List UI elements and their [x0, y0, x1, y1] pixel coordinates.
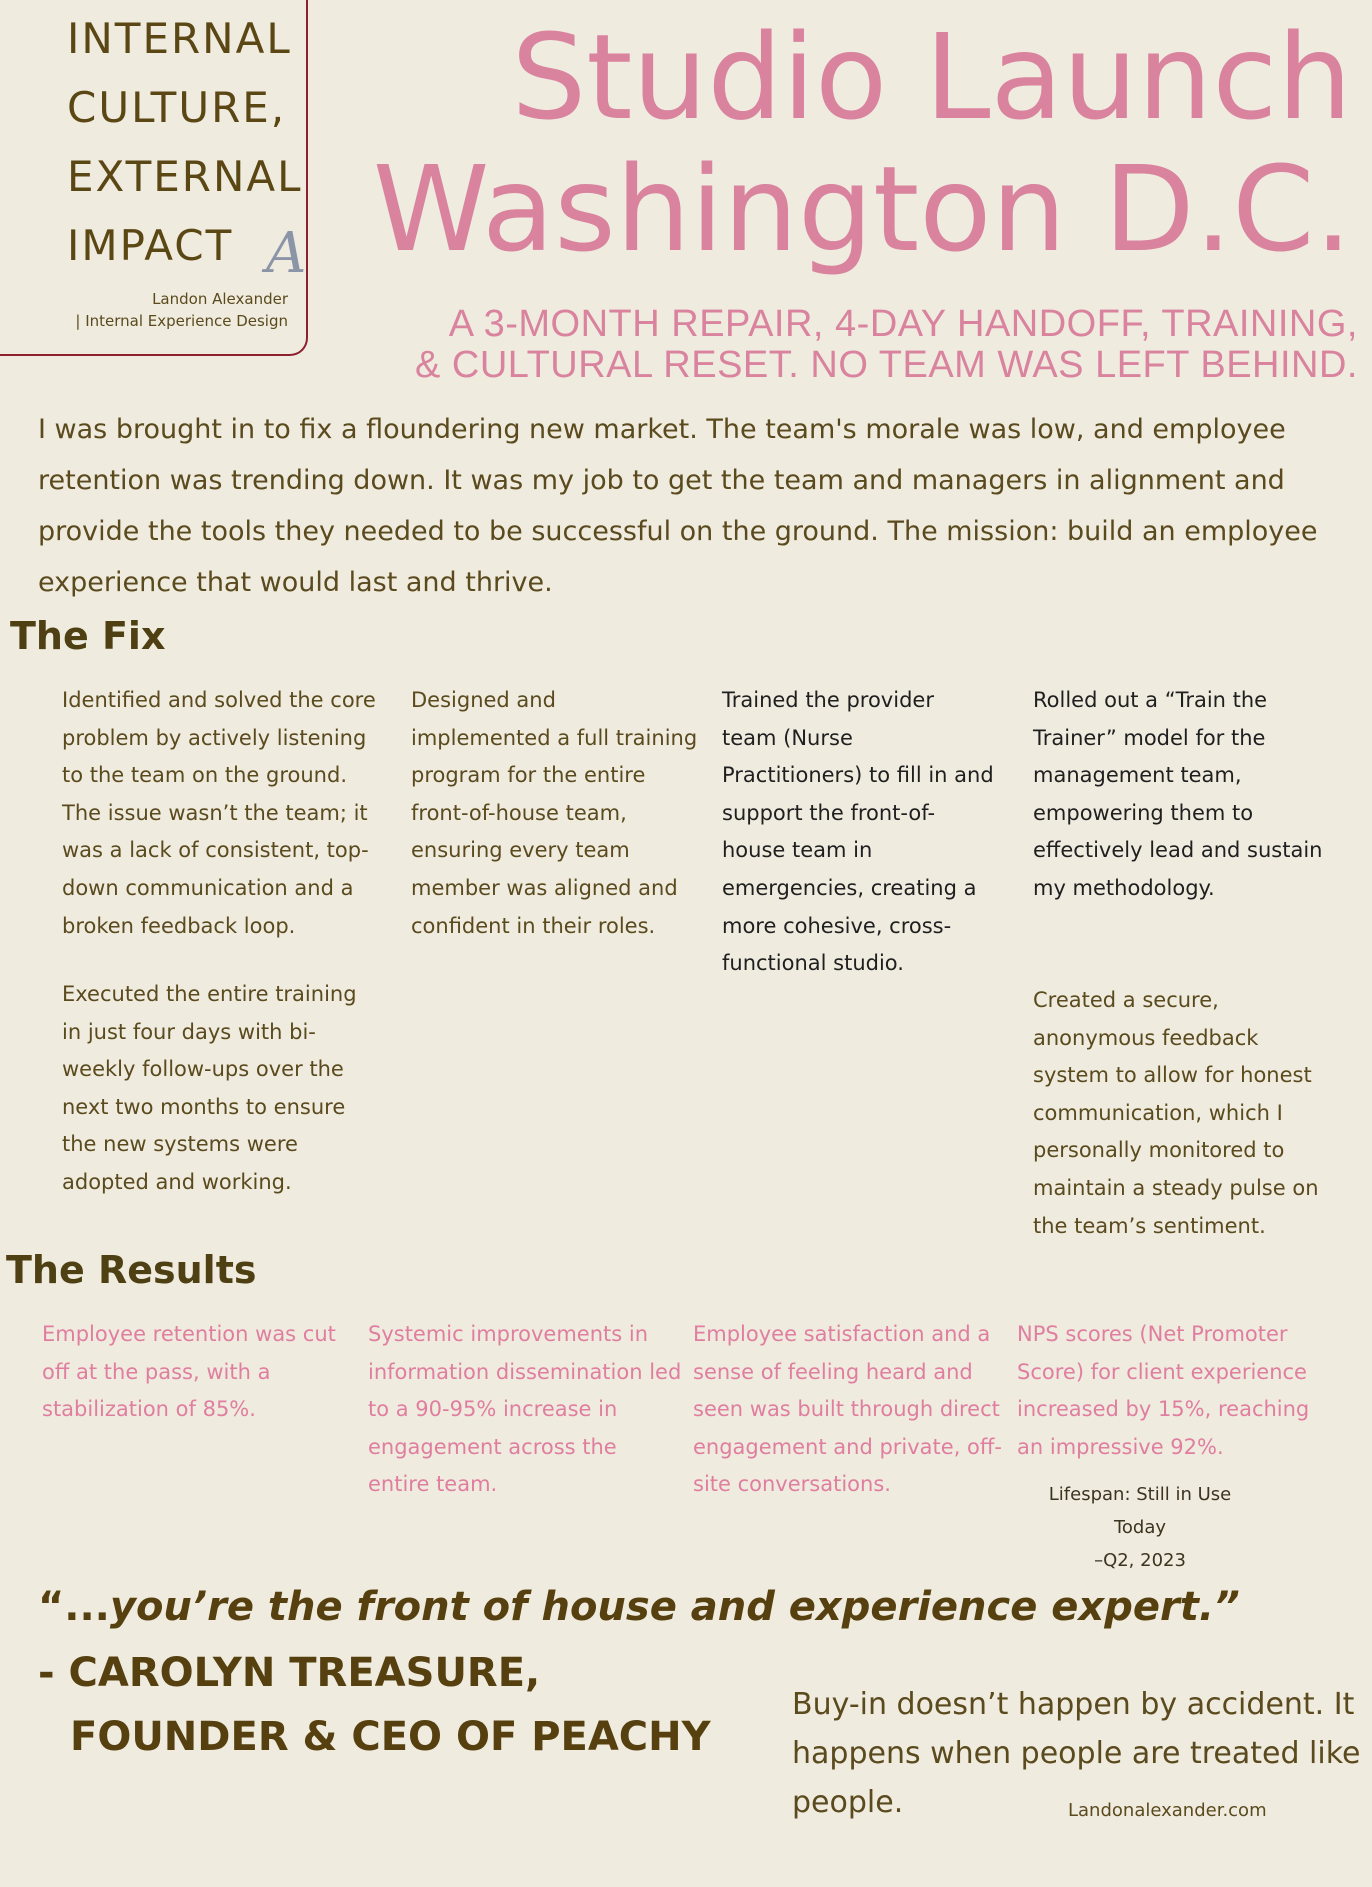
- quote-attribution-line-2: FOUNDER & CEO OF PEACHY: [70, 1714, 711, 1760]
- logo-mark-icon: A: [266, 221, 307, 286]
- quote-attribution-line-1: - CAROLYN TREASURE,: [38, 1650, 541, 1696]
- page-title-line-1: Studio Launch: [511, 8, 1352, 146]
- lifespan-line-1: Lifespan: Still in Use Today: [1048, 1484, 1232, 1538]
- section-heading-results: The Results: [6, 1248, 257, 1292]
- subtitle-line-2: & CULTURAL RESET. NO TEAM WAS LEFT BEHIND.: [414, 344, 1358, 386]
- fix-item: Trained the provider team (Nurse Practitioners) to fill in and support the front-of-house team in emergencies, creating a more cohesive, cross-functional studio.: [722, 688, 994, 976]
- quote-text: you’re the front of house and experience expert.”: [109, 1584, 1240, 1630]
- fix-item: Designed and implemented a full training program for the entire front-of-house team, ensuring every team member was aligned and confident in their roles.: [411, 688, 698, 938]
- lifespan-note: [1020, 1478, 1260, 1577]
- section-heading-fix: The Fix: [10, 614, 166, 658]
- fix-item: Rolled out a “Train the Trainer” model for the management team, empowering them to effectively lead and sustain my methodology.: [1033, 688, 1323, 900]
- brand-line-2: CULTURE,: [67, 83, 287, 132]
- subtitle-line-1: A 3-MONTH REPAIR, 4-DAY HANDOFF, TRAINING,: [448, 303, 1358, 345]
- fix-item: Created a secure, anonymous feedback system to allow for honest communication, which I personally monitored to maintain a steady pulse on the team’s sentiment.: [1033, 988, 1319, 1238]
- quote-open: “...: [38, 1584, 110, 1630]
- fix-item: Executed the entire training in just four days with bi-weekly follow-ups over the next two months to ensure the new systems were adopted and working.: [62, 982, 357, 1194]
- website-link[interactable]: Landonalexander.com: [1068, 1800, 1267, 1821]
- brand-line-1: INTERNAL: [67, 14, 292, 63]
- brand-line-3: EXTERNAL: [67, 152, 303, 201]
- testimonial-quote: [38, 1584, 1240, 1630]
- intro-paragraph: I was brought in to fix a floundering new market. The team's morale was low, and employee retention was trending down. It was my job to get the team and managers in alignment and provide the tools they needed to be successful on the ground. The mission: build an employee experience that would last and thrive.: [38, 414, 1318, 598]
- result-item: NPS scores (Net Promoter Score) for client experience increased by 15%, reaching an impressive 92%.: [1017, 1322, 1310, 1459]
- brand-line-4: IMPACT: [67, 221, 234, 270]
- fix-item: Identified and solved the core problem by actively listening to the team on the ground. The issue wasn’t the team; it was a lack of consistent, top-down communication and a broken feedback loop.: [62, 688, 376, 938]
- result-item: Systemic improvements in information dissemination led to a 90-95% increase in engagement across the entire team.: [368, 1322, 682, 1497]
- author-name: Landon Alexander: [152, 290, 288, 308]
- author-role: | Internal Experience Design: [75, 312, 288, 330]
- page-title-line-2: Washington D.C.: [372, 140, 1352, 278]
- brand-box: [0, 0, 308, 356]
- lifespan-line-2: –Q2, 2023: [1094, 1550, 1186, 1571]
- result-item: Employee satisfaction and a sense of feeling heard and seen was built through direct engagement and private, off-site conversations.: [693, 1322, 1002, 1497]
- closing-tagline: Buy-in doesn’t happen by accident. It happens when people are treated like people.: [792, 1687, 1361, 1820]
- result-item: Employee retention was cut off at the pass, with a stabilization of 85%.: [42, 1322, 336, 1422]
